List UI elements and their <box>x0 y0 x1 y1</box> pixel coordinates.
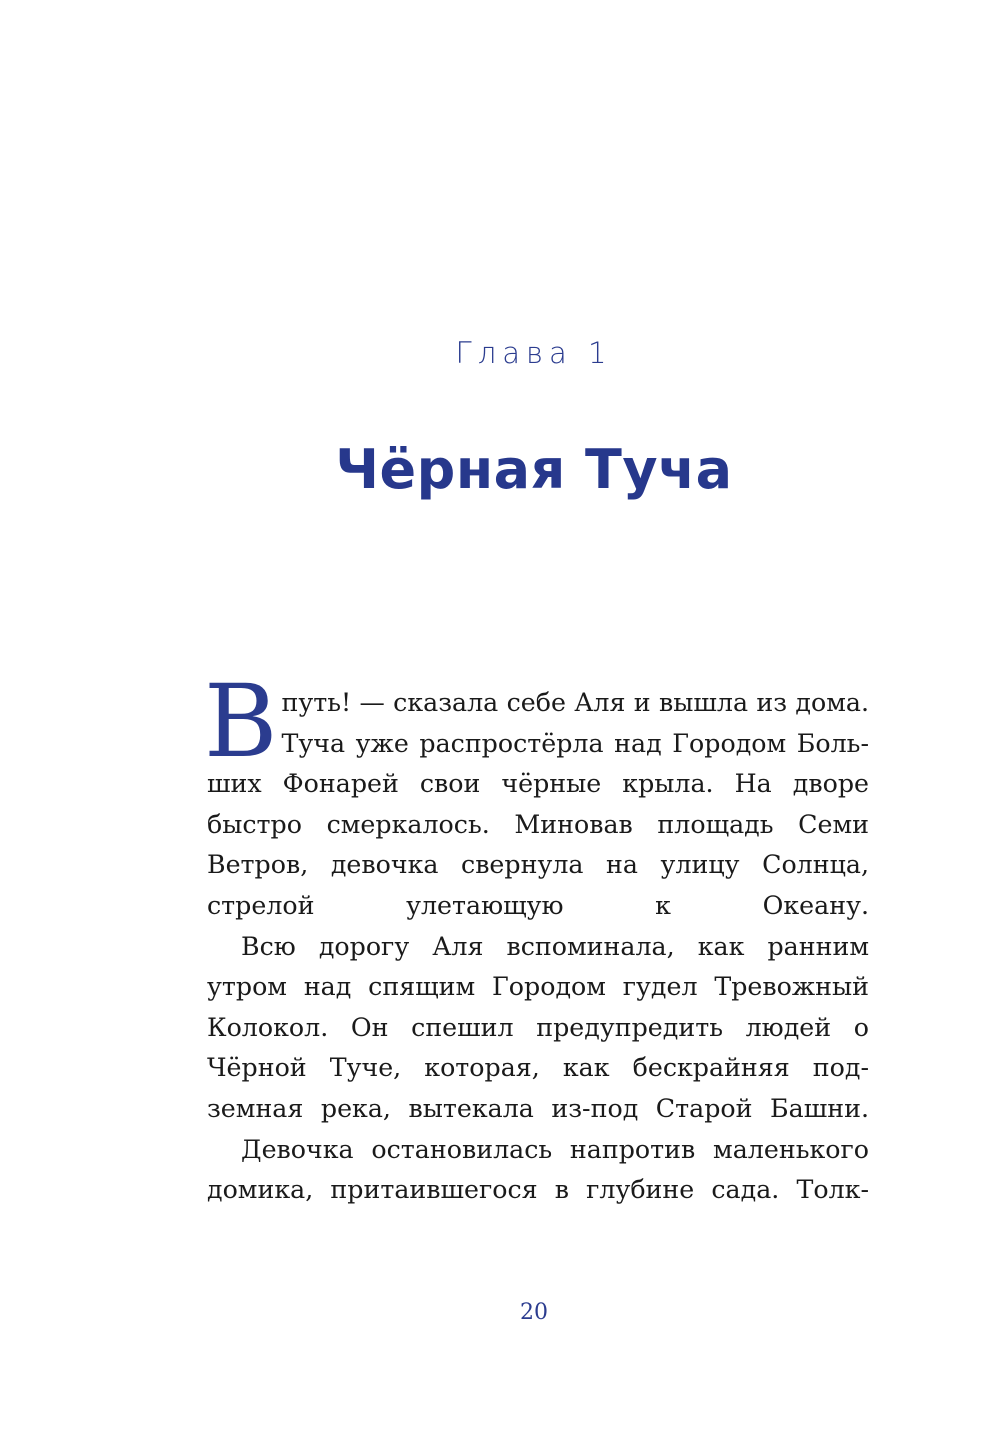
page-number: 20 <box>520 1300 548 1325</box>
paragraph-2: Всю дорогу Аля вспоминала, как ранним утром над спящим Городом гудел Тревожный Колокол. Он спешил предупредить людей о Чёрной Туче, которая, как бескрайняя подземная река, вытекала из-под Старой Башни. <box>207 931 869 1123</box>
chapter-title: Чёрная Туча <box>335 438 733 501</box>
body-text <box>204 663 869 1211</box>
paragraph-1-text: путь! — сказала себе Аля и вышла из дома. Туча уже распростёрла над Городом Больших Фонарей свои чёрные крыла. На дворе быстро смеркалось. Миновав площадь Семи Ветров, девочка свернула на улицу Солнца, стрелой улетающую к Океану. <box>207 688 869 920</box>
drop-cap: В <box>204 663 278 780</box>
paragraph-1 <box>204 663 869 927</box>
paragraph-3: Девочка остановилась напротив маленького домика, притаившегося в глубине сада. Толк- <box>207 1134 869 1205</box>
chapter-number: Глава 1 <box>455 336 613 370</box>
